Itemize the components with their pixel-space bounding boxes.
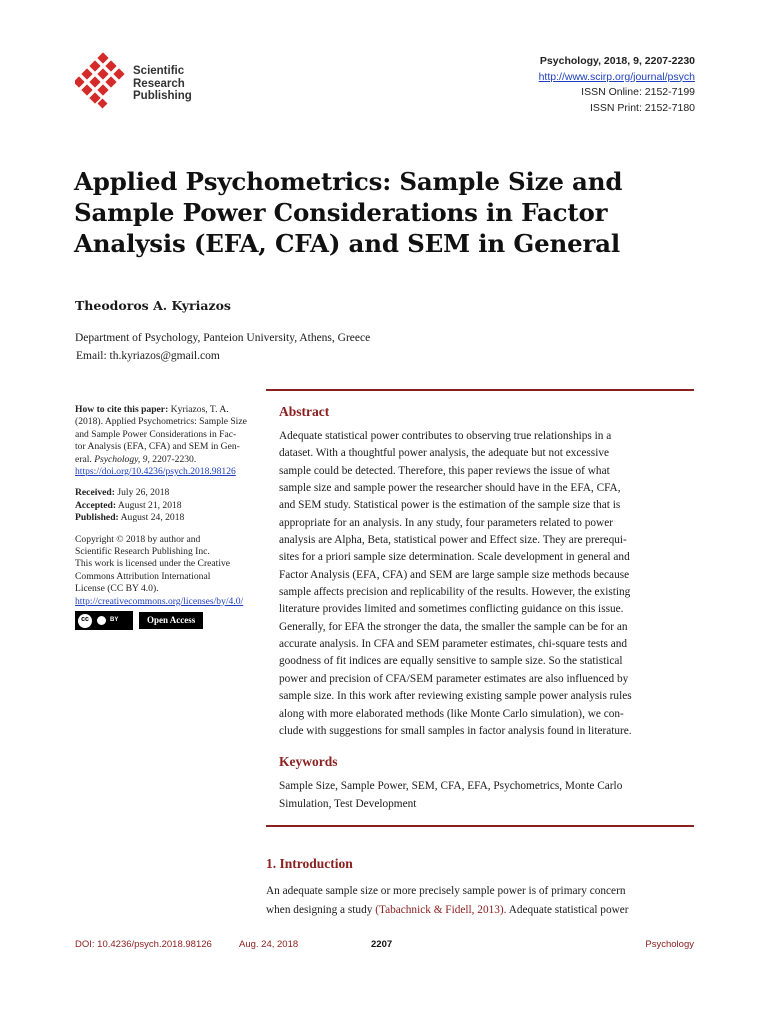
publisher-name-line: Publishing [133, 90, 192, 102]
abstract-line: Adequate statistical power contributes to observing true relationships in a [279, 430, 612, 442]
abstract-line: appropriate for an analysis. In any study, four parameters related to power [279, 516, 613, 529]
abstract-line: power and precision of CFA/SEM parameter estimates are also influenced by [279, 672, 629, 685]
copyright-line: This work is licensed under the Creative [75, 558, 231, 570]
abstract-line: along with more elaborated methods (like Monte Carlo simulation), we con- [279, 707, 624, 720]
abstract-line: literature provides limited and sometimes conflicting guidance on this issue. [279, 603, 624, 616]
abstract-line: Generally, for EFA the stronger the data, the smaller the sample can be for an [279, 620, 628, 633]
title-line: Sample Power Considerations in Factor [74, 198, 608, 227]
citation-line: eral. [75, 453, 92, 465]
journal-info [539, 54, 695, 116]
copyright-block [75, 534, 262, 608]
intro-text-fragment: when designing a study [266, 904, 373, 916]
author-name: Theodoros A. Kyriazos [75, 298, 231, 313]
keywords-body [279, 778, 693, 813]
abstract-line: and SEM study. Statistical power is the estimation of the sample size that is [279, 499, 621, 512]
cc-by-label: BY [110, 617, 119, 624]
copyright-line: Copyright © 2018 by author and [75, 533, 201, 545]
person-icon [97, 616, 106, 625]
keywords-line: Simulation, Test Development [279, 797, 417, 810]
abstract-line: goodness of fit indices are equally sensitive to sample size. So the statistical [279, 655, 623, 668]
divider-top [266, 389, 694, 391]
citation-line: and Sample Power Considerations in Fac- [75, 428, 237, 440]
publisher-name [133, 65, 192, 103]
divider-bottom [266, 825, 694, 827]
received-date: July 26, 2018 [117, 487, 170, 499]
footer-journal: Psychology [645, 939, 694, 950]
license-link[interactable]: http://creativecommons.org/licenses/by/4.0/ [75, 595, 244, 607]
intro-citation-link[interactable]: (Tabachnick & Fidell, 2013). [375, 904, 507, 916]
abstract-line: sample size. In this work after reviewing existing sample power analysis rules [279, 690, 632, 703]
title-line: Applied Psychometrics: Sample Size and [74, 167, 623, 196]
abstract-line: accurate analysis. In CFA and SEM parameter estimates, chi-square tests and [279, 638, 628, 651]
abstract-line: dataset. With a thoughtful power analysis, the adequate but not excessive [279, 447, 609, 460]
license-badges [75, 611, 262, 630]
accepted-label: Accepted: [75, 499, 117, 511]
article-info-sidebar [75, 404, 262, 630]
published-date: August 24, 2018 [120, 512, 185, 524]
abstract-line: sample could be detected. Therefore, this paper reviews the issue of what [279, 464, 610, 477]
citation-line: tor Analysis (EFA, CFA) and SEM in Gen- [75, 441, 240, 453]
page-number: 2207 [371, 939, 393, 950]
citation-journal: Psychology, 9, [94, 453, 150, 465]
abstract-line: sites for a priori sample size determination. Scale development in general and [279, 551, 630, 564]
publisher-name-line: Research [133, 77, 185, 90]
paper-title [74, 166, 694, 259]
intro-text-fragment: Adequate statistical power [508, 904, 629, 916]
footer-doi[interactable]: DOI: 10.4236/psych.2018.98126 [75, 939, 212, 950]
published-label: Published: [75, 512, 119, 524]
citation-pages: 2207-2230. [152, 453, 197, 465]
abstract-line: analysis are Alpha, Beta, statistical power and Effect size. They are prerequi- [279, 534, 627, 547]
copyright-line: Scientific Research Publishing Inc. [75, 546, 210, 558]
citation-doi-link[interactable]: https://doi.org/10.4236/psych.2018.98126 [75, 466, 236, 478]
publisher-name-line: Scientific [133, 65, 185, 77]
introduction-heading: 1. Introduction [266, 856, 353, 871]
journal-url-link[interactable]: http://www.scirp.org/journal/psych [538, 70, 695, 83]
citation-line: (2018). Applied Psychometrics: Sample Size [75, 416, 247, 428]
open-access-badge[interactable]: Open Access [139, 612, 203, 629]
author-affiliation: Department of Psychology, Panteion University, Athens, Greece [75, 332, 371, 344]
abstract-line: Factor Analysis (EFA, CFA) and SEM are large sample size methods because [279, 568, 630, 581]
intro-line: An adequate sample size or more precisely sample power is of primary concern [266, 885, 626, 897]
keywords-heading: Keywords [279, 754, 338, 769]
accepted-date: August 21, 2018 [117, 499, 182, 511]
author-email: Email: th.kyriazos@gmail.com [76, 350, 220, 362]
cc-icon: cc [78, 614, 92, 628]
citation-block [75, 404, 262, 478]
journal-citation-line: Psychology, 2018, 9, 2207-2230 [539, 55, 695, 67]
title-line: Analysis (EFA, CFA) and SEM in General [74, 229, 620, 258]
abstract-body [279, 428, 693, 740]
issn-print: ISSN Print: 2152-7180 [589, 101, 695, 114]
publisher-logo [75, 52, 205, 112]
publisher-logo-icon [75, 52, 131, 110]
dates-block [75, 487, 262, 524]
keywords-line: Sample Size, Sample Power, SEM, CFA, EFA, Psychometrics, Monte Carlo [279, 780, 623, 792]
intro-line-2 [266, 901, 694, 920]
issn-online: ISSN Online: 2152-7199 [581, 86, 695, 98]
copyright-line: License (CC BY 4.0). [75, 583, 159, 595]
abstract-line: sample affects precision and replicability of the results. However, the existing [279, 586, 631, 599]
copyright-line: Commons Attribution International [75, 570, 211, 582]
abstract-line: sample size and sample power the researcher should have in the EFA, CFA, [279, 482, 621, 495]
footer-date: Aug. 24, 2018 [239, 939, 299, 950]
cc-by-badge[interactable] [75, 611, 133, 630]
citation-label: How to cite this paper: [75, 404, 169, 415]
citation-line: Kyriazos, T. A. [170, 404, 229, 415]
received-label: Received: [75, 487, 115, 499]
introduction-body [266, 882, 694, 920]
abstract-heading: Abstract [279, 404, 330, 419]
abstract-line: clude with suggestions for small samples in factor analysis found in literature. [279, 724, 632, 737]
